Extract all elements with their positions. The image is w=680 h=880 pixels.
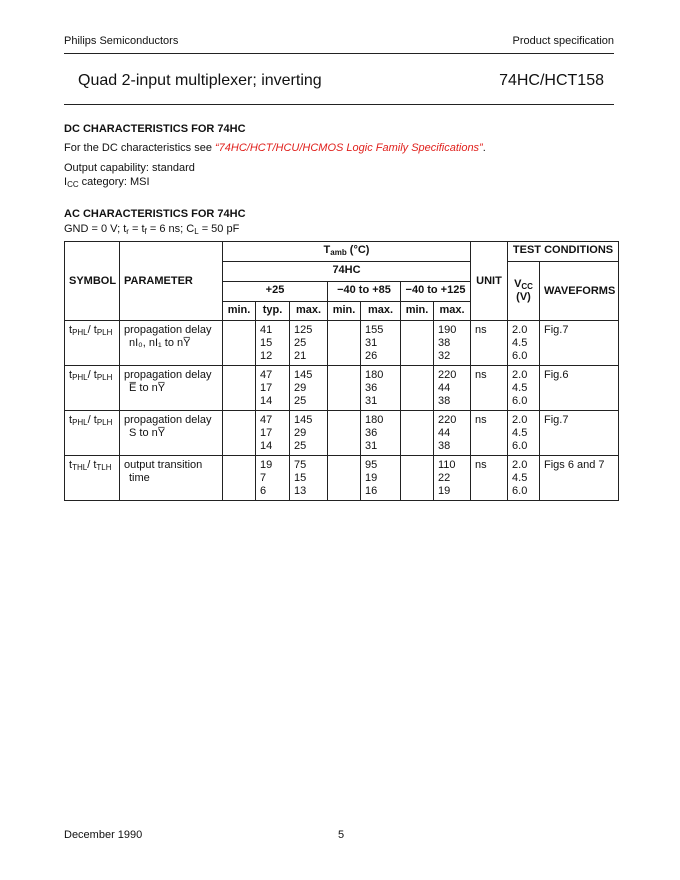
cell-value: 14 [260, 440, 273, 452]
part-number: 74HC/HCT158 [499, 72, 604, 89]
cell-value: 36 [365, 427, 378, 439]
cell-value: 16 [365, 485, 378, 497]
min-85-cell [328, 321, 361, 366]
cell-value: 29 [294, 427, 307, 439]
symbol-sub1: PHL [72, 418, 88, 427]
page-number: 5 [338, 829, 345, 841]
max-25-cell [290, 411, 328, 456]
parameter-line2: time [129, 472, 150, 484]
cell-value: 15 [294, 472, 307, 484]
waveforms-cell: Figs 6 and 7 [540, 456, 619, 501]
parameter-line2: E̅ to nY̅ [129, 382, 166, 394]
cell-value: 125 [294, 324, 313, 336]
tamb-unit: (°C) [346, 244, 370, 256]
symbol-sub2: PLH [96, 328, 113, 337]
vcc-cell [508, 411, 540, 456]
cell-value: 2.0 [512, 369, 528, 381]
tamb-symbol: T [323, 244, 331, 256]
unit-cell: ns [471, 321, 508, 366]
family-header: 74HC [223, 262, 471, 282]
symbol-t1: t [69, 459, 73, 471]
cell-value: 155 [365, 324, 384, 336]
parameter-header: PARAMETER [120, 242, 223, 321]
cell-value: 19 [260, 459, 273, 471]
waveforms-cell: Fig.7 [540, 411, 619, 456]
symbol-t1: t [69, 414, 73, 426]
cell-value: 38 [438, 440, 451, 452]
tamb-subscript: amb [330, 248, 347, 257]
parameter-line1: output transition [124, 459, 203, 471]
cell-value: 31 [365, 337, 378, 349]
max-85-cell [361, 321, 401, 366]
min-25-cell [223, 321, 256, 366]
min-25-header: min. [223, 302, 256, 321]
test-conditions-header: TEST CONDITIONS [508, 242, 619, 262]
cell-value: 2.0 [512, 414, 528, 426]
parameter-cell [120, 411, 223, 456]
symbol-sub1: THL [72, 463, 88, 472]
max-125-cell [434, 321, 471, 366]
cell-value: 41 [260, 324, 273, 336]
symbol-separator: / [87, 369, 94, 381]
dc-heading: DC CHARACTERISTICS FOR 74HC [64, 123, 246, 135]
waveforms-cell: Fig.6 [540, 366, 619, 411]
vcc-cell [508, 456, 540, 501]
vcc-subscript: CC [521, 282, 533, 291]
max-125-cell [434, 456, 471, 501]
cell-value: 19 [438, 485, 451, 497]
min-25-cell [223, 456, 256, 501]
cell-value: 2.0 [512, 324, 528, 336]
max-25-cell [290, 321, 328, 366]
cell-value: 110 [438, 459, 456, 471]
min-125-cell [401, 366, 434, 411]
parameter-line2: nI₀, nI₁ to nY̅ [129, 337, 191, 349]
cell-value: 75 [294, 459, 307, 471]
cell-value: 4.5 [512, 427, 528, 439]
company-name: Philips Semiconductors [64, 35, 179, 47]
cell-value: 21 [294, 350, 307, 362]
footer-date: December 1990 [64, 829, 143, 841]
header-rule [64, 53, 614, 54]
symbol-t1: t [69, 369, 73, 381]
cell-value: 180 [365, 369, 384, 381]
min-25-cell [223, 366, 256, 411]
cell-value: 180 [365, 414, 384, 426]
symbol-sub1: PHL [72, 373, 88, 382]
cell-value: 220 [438, 414, 457, 426]
symbol-separator: / [87, 414, 94, 426]
cell-value: 17 [260, 382, 273, 394]
icc-symbol: I [64, 176, 68, 188]
cell-value: 31 [365, 395, 378, 407]
max-85-cell [361, 456, 401, 501]
range-25-header: +25 [223, 282, 328, 302]
cell-value: 6.0 [512, 440, 528, 452]
max-85-cell [361, 366, 401, 411]
cell-value: 4.5 [512, 337, 528, 349]
cell-value: 190 [438, 324, 457, 336]
output-capability: Output capability: standard [64, 162, 195, 174]
typ-25-cell [256, 366, 290, 411]
dc-reference-prefix: For the DC characteristics see [64, 142, 215, 154]
cell-value: 4.5 [512, 382, 528, 394]
max-125-cell [434, 366, 471, 411]
min-125-header: min. [401, 302, 434, 321]
symbol-cell [65, 411, 120, 456]
cell-value: 220 [438, 369, 457, 381]
vcc-header [508, 262, 540, 321]
cell-value: 44 [438, 382, 451, 394]
symbol-sub2: TLH [96, 463, 112, 472]
cell-value: 4.5 [512, 472, 528, 484]
table-row [65, 456, 619, 501]
cell-value: 6.0 [512, 350, 528, 362]
cell-value: 19 [365, 472, 378, 484]
min-125-cell [401, 411, 434, 456]
cell-value: 2.0 [512, 459, 528, 471]
vcc-cell [508, 321, 540, 366]
min-85-cell [328, 411, 361, 456]
family-spec-link[interactable]: “74HC/HCT/HCU/HCMOS Logic Family Specifications” [215, 142, 483, 154]
parameter-line1: propagation delay [124, 369, 212, 381]
cell-value: 145 [294, 414, 313, 426]
unit-header: UNIT [471, 242, 508, 321]
min-25-cell [223, 411, 256, 456]
symbol-cell [65, 366, 120, 411]
symbol-sub1: PHL [72, 328, 88, 337]
max-125-header: max. [434, 302, 471, 321]
cell-value: 13 [294, 485, 307, 497]
cell-value: 145 [294, 369, 313, 381]
parameter-cell [120, 366, 223, 411]
parameter-line1: propagation delay [124, 324, 212, 336]
vcc-unit: (V) [516, 291, 531, 303]
symbol-cell [65, 456, 120, 501]
typ-25-cell [256, 456, 290, 501]
cell-value: 32 [438, 350, 451, 362]
symbol-t2: t [93, 459, 97, 471]
cell-value: 12 [260, 350, 273, 362]
icc-category [64, 176, 150, 188]
parameter-line2: S to nY̅ [129, 427, 166, 439]
cell-value: 7 [260, 472, 267, 484]
cell-value: 95 [365, 459, 378, 471]
ac-heading: AC CHARACTERISTICS FOR 74HC [64, 208, 246, 220]
waveforms-cell: Fig.7 [540, 321, 619, 366]
unit-cell: ns [471, 366, 508, 411]
symbol-t1: t [69, 324, 73, 336]
cell-value: 31 [365, 440, 378, 452]
cell-value: 17 [260, 427, 273, 439]
min-85-cell [328, 456, 361, 501]
unit-cell: ns [471, 411, 508, 456]
dc-reference-suffix: . [482, 142, 486, 154]
symbol-header: SYMBOL [65, 242, 120, 321]
table-row [65, 411, 619, 456]
symbol-t2: t [93, 324, 97, 336]
min-125-cell [401, 321, 434, 366]
cell-value: 29 [294, 382, 307, 394]
cell-value: 38 [438, 395, 451, 407]
cell-value: 26 [365, 350, 378, 362]
icc-category-value: category: MSI [78, 176, 150, 188]
max-25-cell [290, 456, 328, 501]
max-85-header: max. [361, 302, 401, 321]
ac-conditions: GND = 0 V; $t_r = t_f = 6$ ns; $C_L = 50$ pF [64, 223, 240, 236]
cell-value: 14 [260, 395, 273, 407]
cell-value: 6.0 [512, 485, 528, 497]
symbol-sub2: PLH [96, 418, 113, 427]
table-row [65, 366, 619, 411]
ac-characteristics-table [64, 241, 619, 501]
document-type: Product specification [512, 35, 614, 47]
min-85-header: min. [328, 302, 361, 321]
icc-subscript: CC [67, 180, 79, 189]
typ-25-cell [256, 411, 290, 456]
symbol-sub2: PLH [96, 373, 113, 382]
cell-value: 47 [260, 414, 273, 426]
cell-value: 25 [294, 440, 307, 452]
unit-cell: ns [471, 456, 508, 501]
device-title: Quad 2-input multiplexer; inverting [78, 72, 322, 89]
max-25-header: max. [290, 302, 328, 321]
symbol-t2: t [93, 369, 97, 381]
vcc-cell [508, 366, 540, 411]
parameter-cell [120, 321, 223, 366]
symbol-cell [65, 321, 120, 366]
title-rule [64, 104, 614, 105]
min-125-cell [401, 456, 434, 501]
symbol-t2: t [93, 414, 97, 426]
dc-reference [64, 142, 486, 154]
vcc-symbol: V [514, 278, 522, 290]
typ-25-cell [256, 321, 290, 366]
cell-value: 44 [438, 427, 451, 439]
cell-value: 25 [294, 395, 307, 407]
symbol-separator: / [87, 459, 94, 471]
min-85-cell [328, 366, 361, 411]
max-125-cell [434, 411, 471, 456]
cell-value: 38 [438, 337, 451, 349]
range-85-header: −40 to +85 [328, 282, 401, 302]
cell-value: 6.0 [512, 395, 528, 407]
table-row [65, 321, 619, 366]
cell-value: 22 [438, 472, 451, 484]
cell-value: 15 [260, 337, 273, 349]
typ-25-header: typ. [256, 302, 290, 321]
parameter-cell [120, 456, 223, 501]
cell-value: 36 [365, 382, 378, 394]
max-25-cell [290, 366, 328, 411]
cell-value: 6 [260, 485, 267, 497]
cell-value: 47 [260, 369, 273, 381]
max-85-cell [361, 411, 401, 456]
tamb-header [223, 242, 471, 262]
range-125-header: −40 to +125 [401, 282, 471, 302]
cell-value: 25 [294, 337, 307, 349]
parameter-line1: propagation delay [124, 414, 212, 426]
symbol-separator: / [87, 324, 94, 336]
waveforms-header: WAVEFORMS [540, 262, 619, 321]
